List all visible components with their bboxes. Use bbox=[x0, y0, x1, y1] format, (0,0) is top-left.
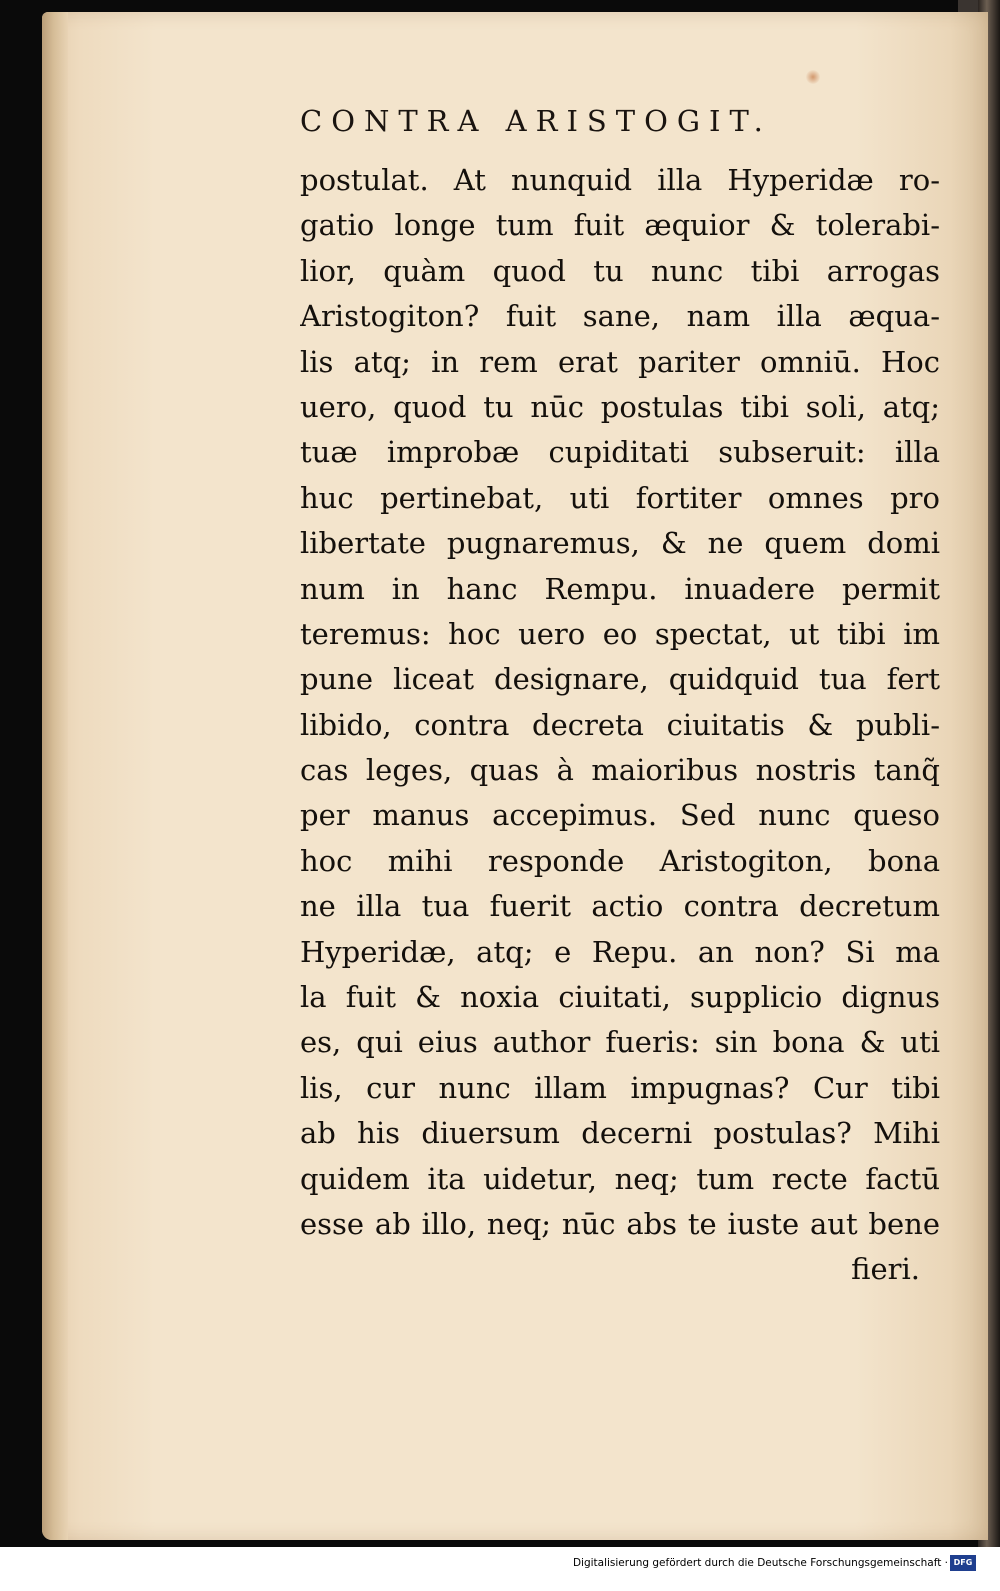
text-line: uero, quod tu nūc postulas tibi soli, atq; bbox=[300, 389, 940, 424]
text-line: tuæ improbæ cupiditati subseruit: illa bbox=[300, 435, 940, 470]
text-line: lior, quàm quod tu nunc tibi arrogas bbox=[300, 253, 940, 288]
text-line: pune liceat designare, quidquid tua fert bbox=[300, 662, 940, 697]
text-line: esse ab illo, neq; nūc abs te iuste aut bene bbox=[300, 1206, 940, 1241]
text-line: num in hanc Rempu. inuadere permit bbox=[300, 571, 940, 606]
dfg-logo: DFG bbox=[950, 1555, 976, 1571]
text-line: teremus: hoc uero eo spectat, ut tibi im bbox=[300, 616, 940, 651]
page-edge bbox=[42, 12, 68, 1540]
text-line: fieri. bbox=[851, 1252, 920, 1287]
footer bbox=[0, 1547, 1000, 1591]
running-head: CONTRA ARISTOGIT. bbox=[300, 104, 772, 138]
text-line: ab his diuersum decerni postulas? Mihi bbox=[300, 1116, 940, 1151]
text-line: libido, contra decreta ciuitatis & publi- bbox=[300, 707, 940, 742]
text-line: ne illa tua fuerit actio contra decretum bbox=[300, 889, 940, 924]
text-line: cas leges, quas à maioribus nostris tanq̃ bbox=[300, 753, 940, 788]
footer-credit: Digitalisierung gefördert durch die Deutsche Forschungsgemeinschaft · bbox=[572, 1557, 948, 1569]
text-line: lis atq; in rem erat pariter omniū. Hoc bbox=[300, 344, 940, 379]
text-line: libertate pugnaremus, & ne quem domi bbox=[300, 526, 940, 561]
text-line: es, qui eius author fueris: sin bona & uti bbox=[300, 1025, 940, 1060]
text-line: gatio longe tum fuit æquior & tolerabi- bbox=[300, 208, 940, 243]
text-line: Hyperidæ, atq; e Repu. an non? Si ma bbox=[300, 934, 940, 969]
text-line: per manus accepimus. Sed nunc queso bbox=[300, 798, 940, 833]
text-line: Aristogiton? fuit sane, nam illa æqua- bbox=[300, 299, 940, 334]
text-line: hoc mihi responde Aristogiton, bona bbox=[300, 843, 940, 878]
text-line: quidem ita uidetur, neq; tum recte factū bbox=[300, 1161, 940, 1196]
text-line: lis, cur nunc illam impugnas? Cur tibi bbox=[300, 1070, 940, 1105]
text-block bbox=[300, 158, 940, 1293]
ink-stain bbox=[806, 70, 820, 84]
text-line: huc pertinebat, uti fortiter omnes pro bbox=[300, 480, 940, 515]
text-line: la fuit & noxia ciuitati, supplicio dignus bbox=[300, 980, 940, 1015]
text-line: postulat. At nunquid illa Hyperidæ ro- bbox=[300, 163, 940, 197]
